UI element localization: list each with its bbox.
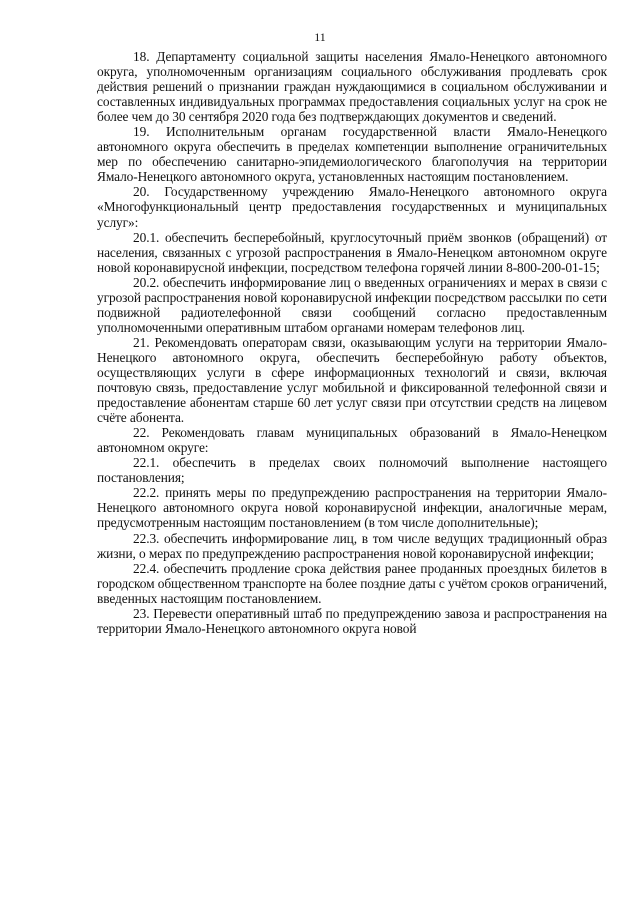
paragraph-22-3: 22.3. обеспечить информирование лиц, в том числе ведущих традиционный образ жизни, о мерах по предупреждению распространения новой коронавирусной инфекции; [97,530,607,561]
paragraph-21: 21. Рекомендовать операторам связи, оказывающим услуги на территории Ямало-Ненецкого автономного округа, обеспечить бесперебойную работу объектов, осуществляющих услуги в сфере информационных технологий и связи, включая почтовую связь, предоставление услуг мобильной и фиксированной телефонной связи и предоставление абонентам старше 60 лет услуг связи при отсутствии средств на лицевом счёте абонента. [97,334,607,426]
paragraph-20: 20. Государственному учреждению Ямало-Ненецкого автономного округа «Многофункциональный центр предоставления государственных и муниципальных услуг»: [97,184,607,230]
paragraph-22-1: 22.1. обеспечить в пределах своих полномочий выполнение настоящего постановления; [97,455,607,486]
paragraph-20-2: 20.2. обеспечить информирование лиц о введенных ограничениях и мерах в связи с угрозой распространения новой коронавирусной инфекции посредством рассылки по сети подвижной радиотелефонной связи сообщений согласно предоставленным уполномоченными оперативным штабом органами номерам телефонов лиц. [97,274,607,335]
paragraph-20-1: 20.1. обеспечить бесперебойный, круглосуточный приём звонков (обращений) от населения, связанных с угрозой распространения в Ямало-Ненецком автономном округе новой коронавирусной инфекции, посредством телефона горячей линии 8-800-200-01-15; [97,229,607,275]
document-body [97,49,607,636]
paragraph-23: 23. Перевести оперативный штаб по предупреждению завоза и распространения на территории Ямало-Ненецкого автономного округа новой [97,605,607,636]
paragraph-18: 18. Департаменту социальной защиты населения Ямало-Ненецкого автономного округа, уполномоченным организациям социального обслуживания продлевать срок действия решений о признании граждан нуждающимися в социальном обслуживании и составленных индивидуальных программах предоставления социальных услуг на срок не более чем до 30 сентября 2020 года без подтверждающих документов и сведений. [97,49,607,125]
paragraph-19: 19. Исполнительным органам государственной власти Ямало-Ненецкого автономного округа обеспечить в пределах компетенции выполнение ограничительных мер по обеспечению санитарно-эпидемиологического благополучия на территории Ямало-Ненецкого автономного округа, установленных настоящим постановлением. [97,124,607,185]
paragraph-22-2: 22.2. принять меры по предупреждению распространения на территории Ямало-Ненецкого автономного округа новой коронавирусной инфекции, аналогичные мерам, предусмотренным настоящим постановлением (в том числе дополнительные); [97,485,607,531]
paragraph-22-4: 22.4. обеспечить продление срока действия ранее проданных проездных билетов в городском общественном транспорте на более поздние даты с учётом сроков ограничений, введенных настоящим постановлением. [97,560,607,606]
paragraph-22: 22. Рекомендовать главам муниципальных образований в Ямало-Ненецком автономном округе: [97,425,607,456]
page-number: 11 [314,30,326,44]
